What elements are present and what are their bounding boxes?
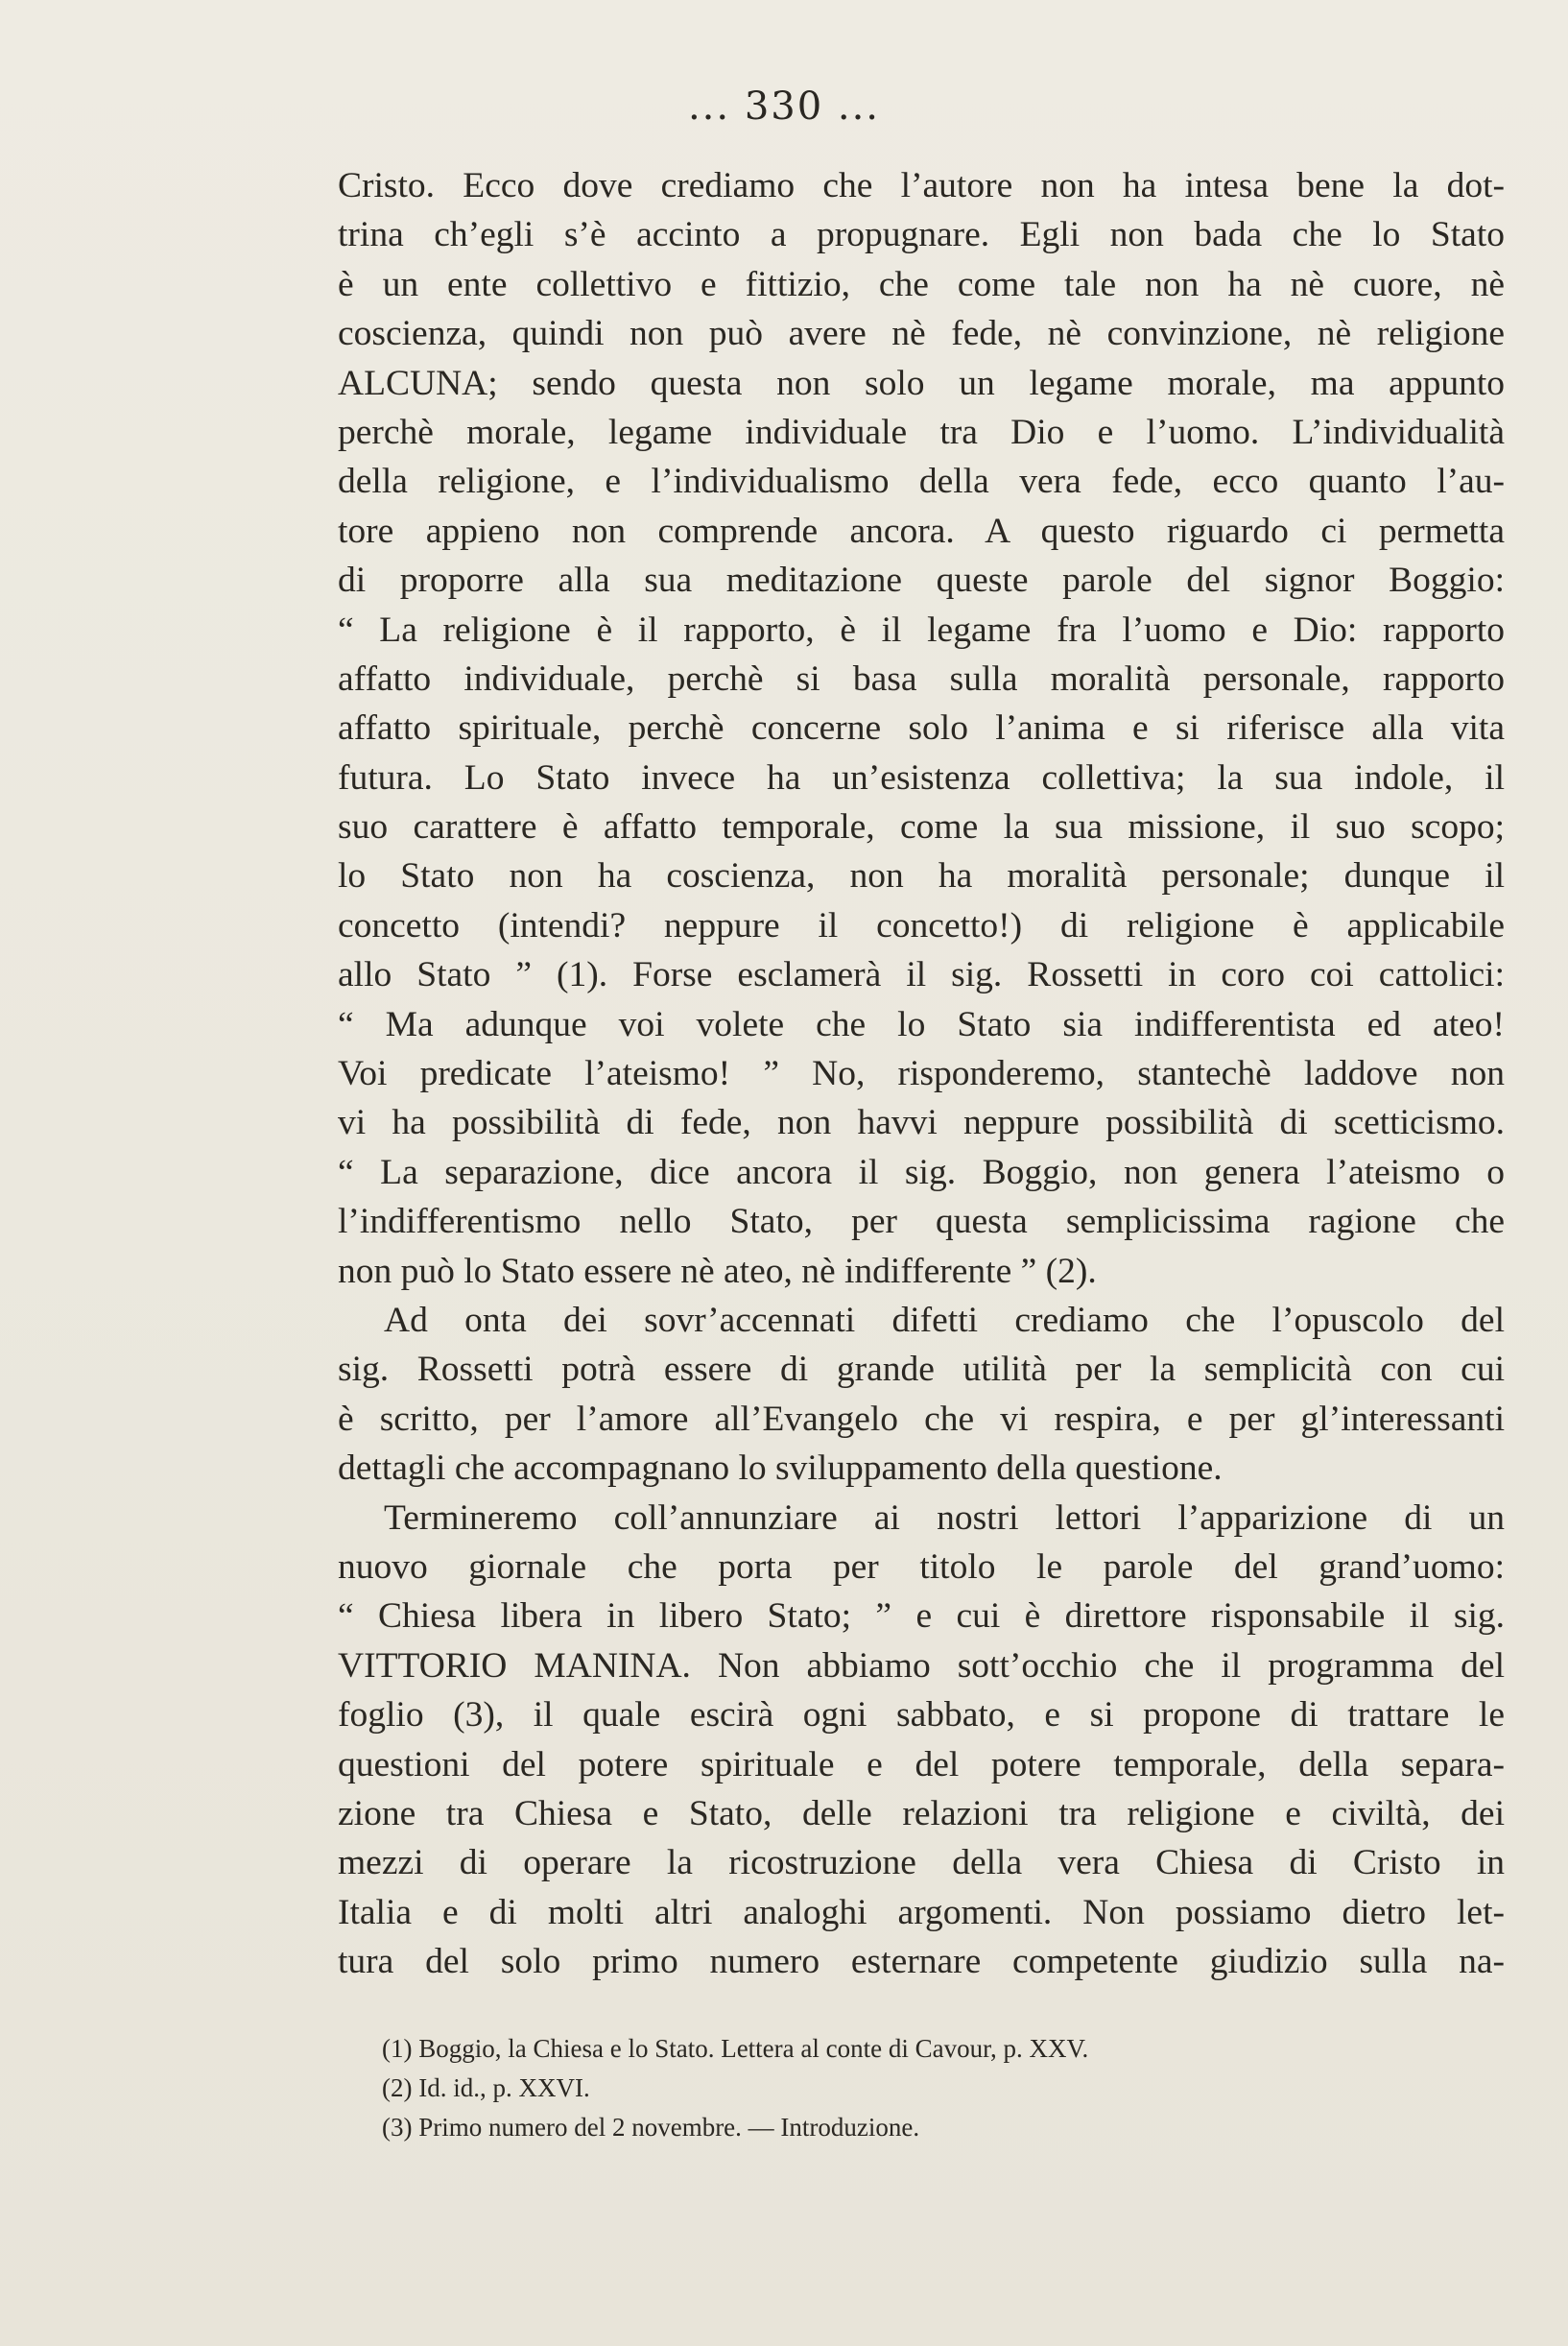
body-text bbox=[338, 161, 1505, 1986]
text-line: “ Ma adunque voi volete che lo Stato sia indifferentista ed ateo! bbox=[338, 1004, 1505, 1044]
text-line: Cristo. Ecco dove crediamo che l’autore non ha intesa bene la dot- bbox=[338, 166, 1505, 205]
footnotes bbox=[382, 2029, 1437, 2147]
text-line: Italia e di molti altri analoghi argomenti. Non possiamo dietro let- bbox=[338, 1892, 1505, 1932]
text-line: trina ch’egli s’è accinto a propugnare. Egli non bada che lo Stato bbox=[338, 215, 1505, 255]
text-line: “ La separazione, dice ancora il sig. Boggio, non genera l’ateismo o bbox=[338, 1152, 1505, 1192]
text-line: affatto spirituale, perchè concerne solo l’anima e si riferisce alla vita bbox=[338, 708, 1505, 749]
text-line: questioni del potere spirituale e del potere temporale, della separa- bbox=[338, 1744, 1505, 1784]
footnote: (2) Id. id., p. XXVI. bbox=[382, 2073, 590, 2102]
text-line: Voi predicate l’ateismo! ” No, risponderemo, stantechè laddove non bbox=[338, 1054, 1505, 1094]
text-line: Ad onta dei sovr’accennati difetti crediamo che l’opuscolo del bbox=[384, 1300, 1505, 1340]
text-line: di proporre alla sua meditazione queste parole del signor Boggio: bbox=[338, 561, 1505, 601]
text-line: affatto individuale, perchè si basa sulla moralità personale, rapporto bbox=[338, 658, 1505, 699]
text-line: della religione, e l’individualismo della vera fede, ecco quanto l’au- bbox=[338, 462, 1505, 502]
text-line: concetto (intendi? neppure il concetto!) di religione è applicabile bbox=[338, 905, 1505, 946]
text-line: è un ente collettivo e fittizio, che come tale non ha nè cuore, nè bbox=[338, 264, 1505, 304]
text-line: perchè morale, legame individuale tra Dio e l’uomo. L’individualità bbox=[338, 412, 1505, 452]
text-line: zione tra Chiesa e Stato, delle relazioni tra religione e civiltà, dei bbox=[338, 1793, 1505, 1833]
text-line: sig. Rossetti potrà essere di grande utilità per la semplicità con cui bbox=[338, 1350, 1505, 1390]
text-line: coscienza, quindi non può avere nè fede, nè convinzione, nè religione bbox=[338, 314, 1505, 354]
text-line: tura del solo primo numero esternare competente giudizio sulla na- bbox=[338, 1942, 1505, 1982]
text-line: ALCUNA; sendo questa non solo un legame morale, ma appunto bbox=[338, 363, 1505, 403]
text-line: mezzi di operare la ricostruzione della vera Chiesa di Cristo in bbox=[338, 1843, 1505, 1883]
text-line: non può lo Stato essere nè ateo, nè indifferente ” (2). bbox=[338, 1251, 1097, 1291]
page-number: ... 330 ... bbox=[687, 84, 881, 129]
text-line: foglio (3), il quale escirà ogni sabbato, e si propone di trattare le bbox=[338, 1695, 1505, 1736]
text-line: “ La religione è il rapporto, è il legame fra l’uomo e Dio: rapporto bbox=[338, 610, 1505, 650]
text-line: dettagli che accompagnano lo sviluppamento della questione. bbox=[338, 1448, 1223, 1489]
text-line: allo Stato ” (1). Forse esclamerà il sig. Rossetti in coro coi cattolici: bbox=[338, 955, 1505, 995]
text-line: suo carattere è affatto temporale, come la sua missione, il suo scopo; bbox=[338, 807, 1505, 848]
text-line: vi ha possibilità di fede, non havvi neppure possibilità di scetticismo. bbox=[338, 1103, 1505, 1143]
text-line: l’indifferentismo nello Stato, per questa semplicissima ragione che bbox=[338, 1202, 1505, 1242]
text-line: “ Chiesa libera in libero Stato; ” e cui è direttore risponsabile il sig. bbox=[338, 1596, 1505, 1637]
text-line: lo Stato non ha coscienza, non ha moralità personale; dunque il bbox=[338, 856, 1505, 897]
text-line: tore appieno non comprende ancora. A questo riguardo ci permetta bbox=[338, 511, 1505, 551]
footnote: (1) Boggio, la Chiesa e lo Stato. Lettera al conte di Cavour, p. XXV. bbox=[382, 2034, 1089, 2063]
text-line: è scritto, per l’amore all’Evangelo che vi respira, e per gl’interessanti bbox=[338, 1399, 1505, 1439]
text-line: Termineremo coll’annunziare ai nostri lettori l’apparizione di un bbox=[384, 1497, 1505, 1538]
footnote: (3) Primo numero del 2 novembre. — Introduzione. bbox=[382, 2113, 920, 2142]
text-line: nuovo giornale che porta per titolo le parole del grand’uomo: bbox=[338, 1546, 1505, 1587]
text-line: futura. Lo Stato invece ha un’esistenza collettiva; la sua indole, il bbox=[338, 757, 1505, 798]
text-line: VITTORIO MANINA. Non abbiamo sott’occhio che il programma del bbox=[338, 1645, 1505, 1686]
